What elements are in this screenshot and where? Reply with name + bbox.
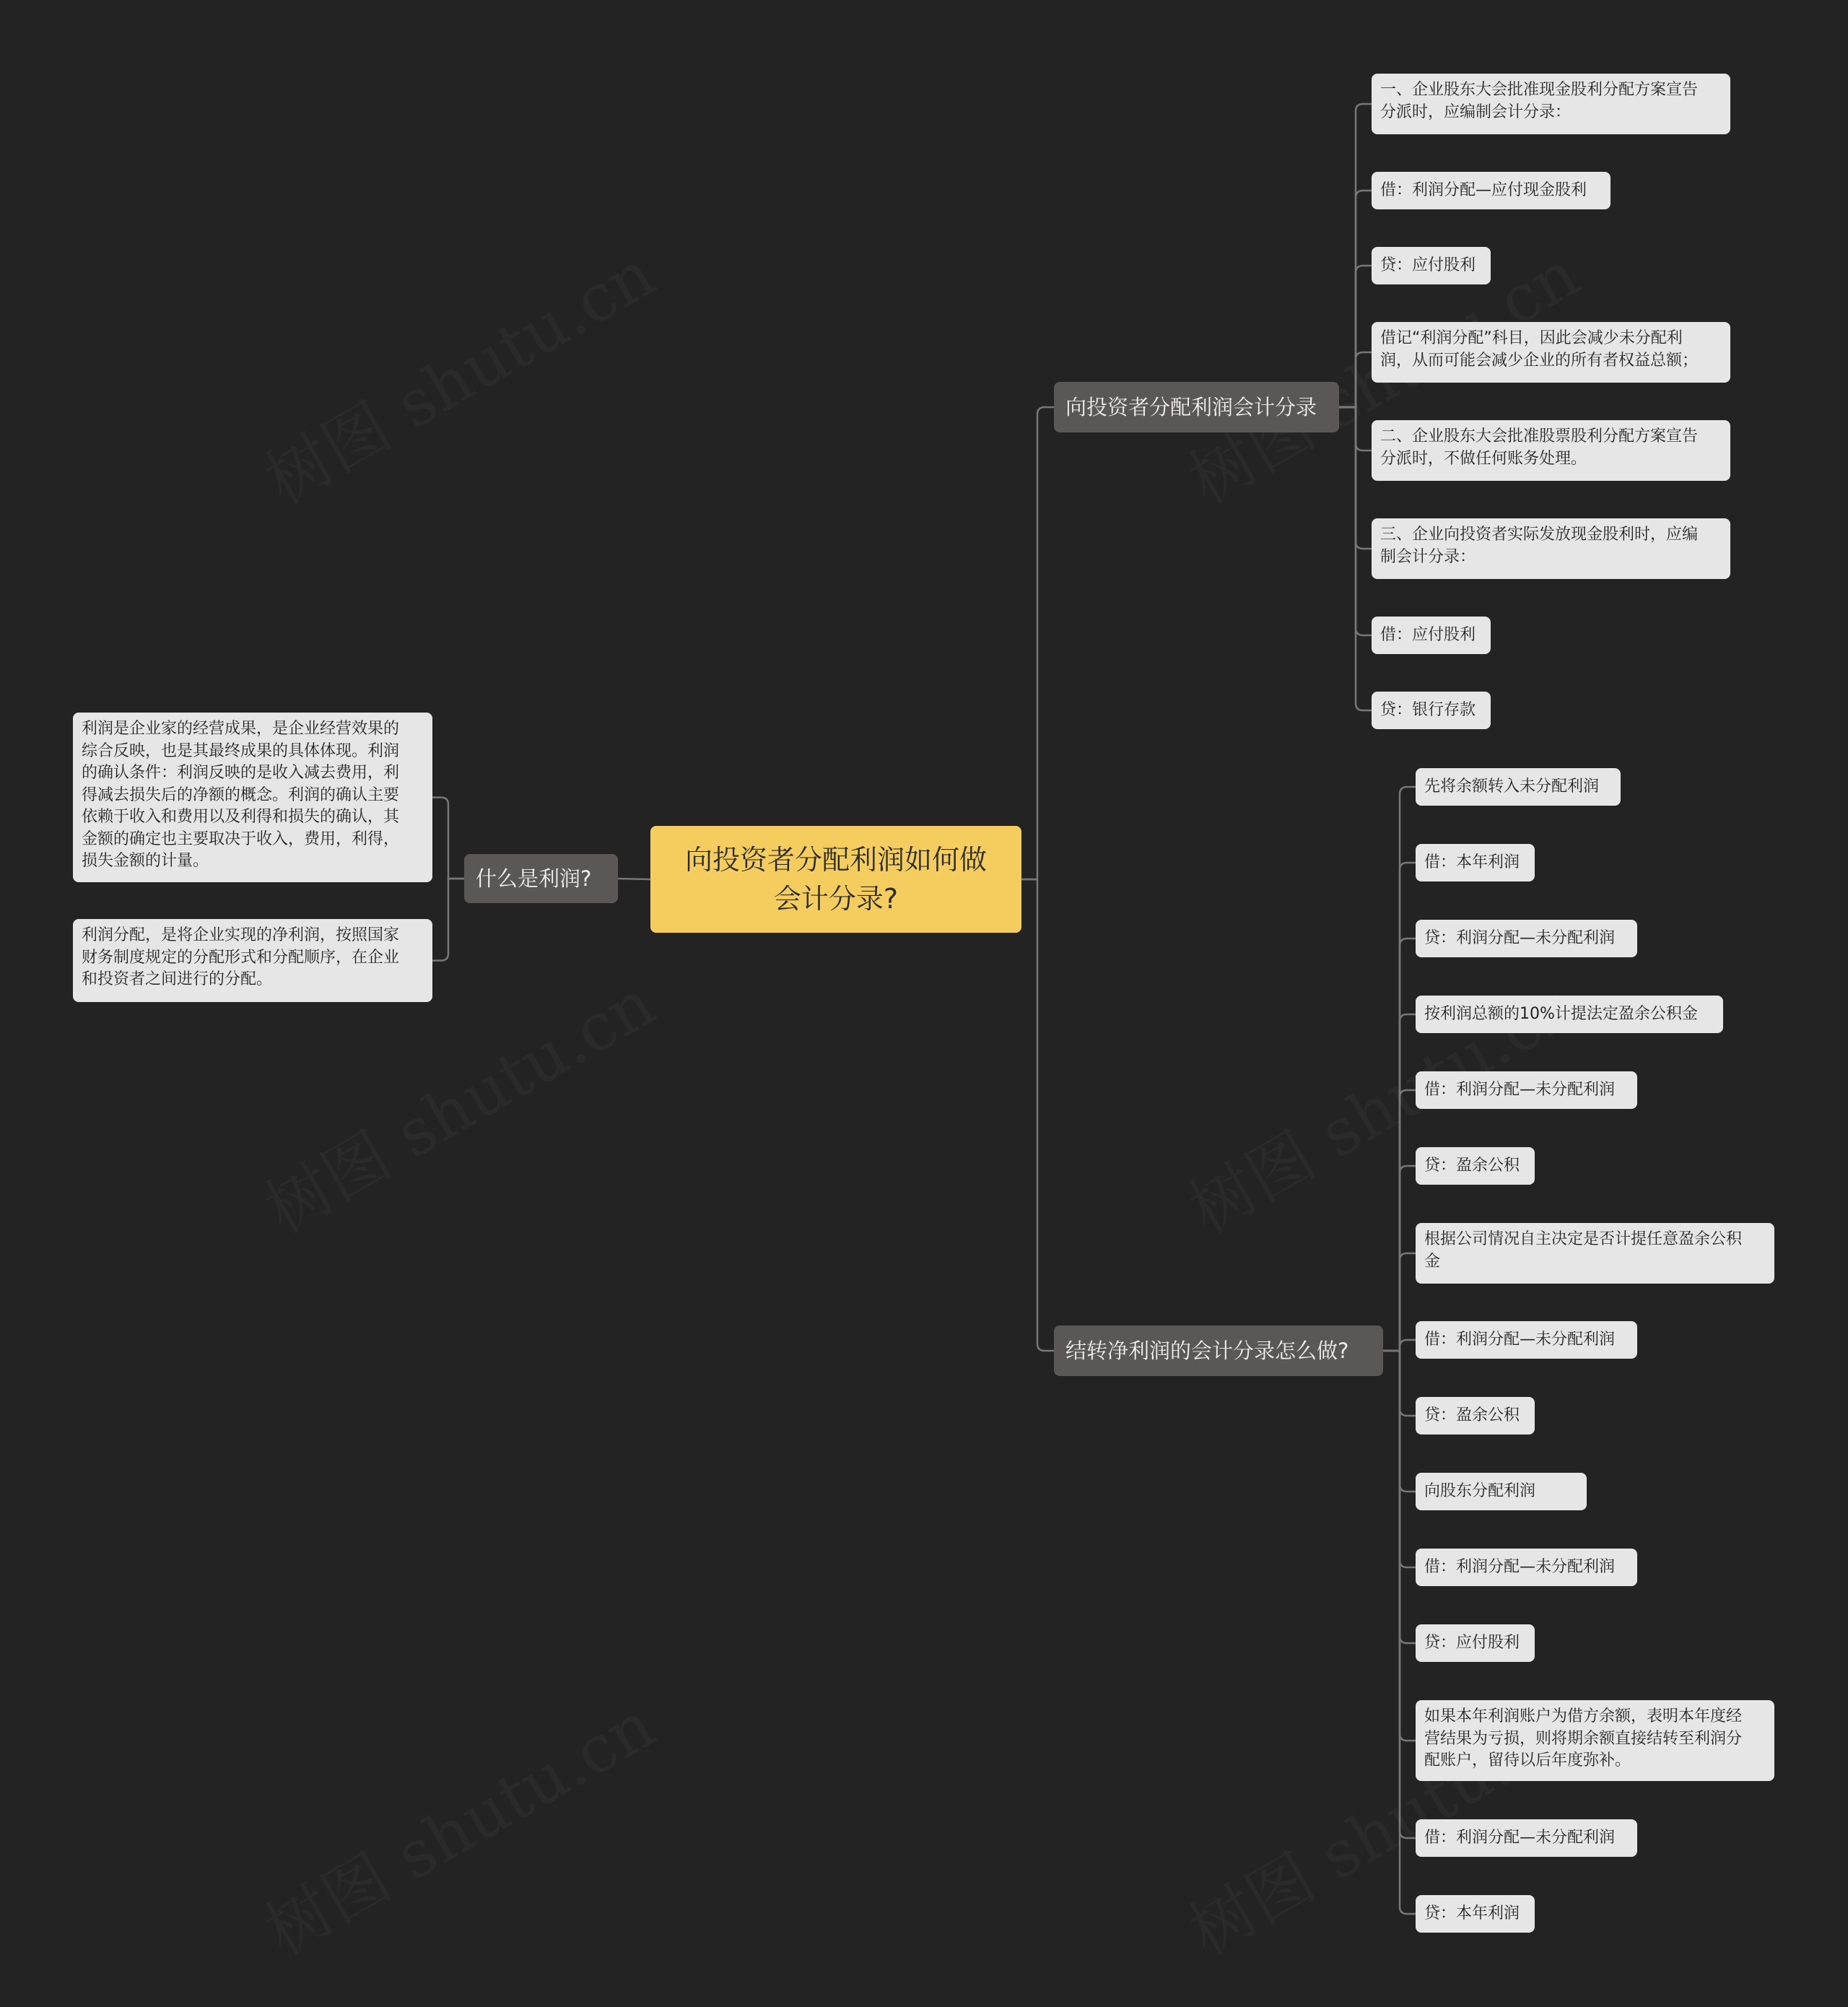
leaf-b2-10[interactable]: 向股东分配利润: [1416, 1473, 1587, 1510]
connector-leaf-b2-15: [1383, 1351, 1416, 1914]
leaf-b2-12[interactable]: 贷：应付股利: [1416, 1624, 1535, 1662]
connector-branch-net-profit-transfer: [1021, 879, 1054, 1351]
leaf-b2-5[interactable]: 借：利润分配—未分配利润: [1416, 1071, 1637, 1109]
leaf-b1-6[interactable]: 三、企业向投资者实际发放现金股利时，应编 制会计分录：: [1372, 518, 1730, 579]
leaf-profit-definition[interactable]: 利润是企业家的经营成果，是企业经营效果的 综合反映，也是其最终成果的具体体现。利润 的确认条件：利润反映的是收入减去费用，利 得减去损失后的净额的概念。利润的确认主要 依赖于收入和费用以及利得和损失的确认，其 金额的确定也主要取决于收入，费用，利得， 损失金额的计量。: [73, 713, 432, 882]
connector-leaf-profit-definition: [432, 798, 464, 879]
leaf-b2-8[interactable]: 借：利润分配—未分配利润: [1416, 1321, 1637, 1359]
leaf-b2-15[interactable]: 贷：本年利润: [1416, 1895, 1535, 1933]
leaf-b2-6[interactable]: 贷：盈余公积: [1416, 1147, 1535, 1185]
root-topic[interactable]: 向投资者分配利润如何做 会计分录?: [650, 826, 1021, 933]
leaf-b2-1[interactable]: 先将余额转入未分配利润: [1416, 768, 1621, 806]
leaf-b2-11[interactable]: 借：利润分配—未分配利润: [1416, 1549, 1637, 1586]
connector-leaf-b2-7: [1383, 1253, 1416, 1351]
leaf-profit-distribution-definition[interactable]: 利润分配，是将企业实现的净利润，按照国家 财务制度规定的分配形式和分配顺序，在企业 和投资者之间进行的分配。: [73, 919, 432, 1002]
leaf-b2-4[interactable]: 按利润总额的10%计提法定盈余公积金: [1416, 996, 1723, 1033]
connector-branch-investor-distribution: [1021, 407, 1054, 879]
leaf-b2-13[interactable]: 如果本年利润账户为借方余额，表明本年度经 营结果为亏损，则将期余额直接结转至利润分 配账户，留待以后年度弥补。: [1416, 1700, 1774, 1781]
leaf-b1-2[interactable]: 借：利润分配—应付现金股利: [1372, 172, 1611, 209]
leaf-b1-8[interactable]: 贷：银行存款: [1372, 692, 1491, 729]
leaf-b1-3[interactable]: 贷：应付股利: [1372, 247, 1491, 284]
leaf-b2-3[interactable]: 贷：利润分配—未分配利润: [1416, 920, 1637, 957]
connector-leaf-b1-8: [1339, 407, 1372, 710]
leaf-b1-1[interactable]: 一、企业股东大会批准现金股利分配方案宣告 分派时，应编制会计分录：: [1372, 74, 1730, 134]
leaf-b1-4[interactable]: 借记“利润分配”科目，因此会减少未分配利 润，从而可能会减少企业的所有者权益总额；: [1372, 322, 1730, 383]
leaf-b2-9[interactable]: 贷：盈余公积: [1416, 1397, 1535, 1434]
connector-leaf-b1-4: [1339, 352, 1372, 407]
leaf-b2-2[interactable]: 借：本年利润: [1416, 844, 1535, 881]
leaf-b1-5[interactable]: 二、企业股东大会批准股票股利分配方案宣告 分派时，不做任何账务处理。: [1372, 420, 1730, 481]
leaf-b1-7[interactable]: 借：应付股利: [1372, 617, 1491, 654]
branch-what-is-profit[interactable]: 什么是利润?: [464, 854, 618, 903]
leaf-b2-14[interactable]: 借：利润分配—未分配利润: [1416, 1819, 1637, 1857]
connector-leaf-profit-distribution-definition: [432, 879, 464, 961]
branch-net-profit-transfer[interactable]: 结转净利润的会计分录怎么做?: [1054, 1325, 1383, 1376]
branch-investor-distribution[interactable]: 向投资者分配利润会计分录: [1054, 382, 1339, 432]
leaf-b2-7[interactable]: 根据公司情况自主决定是否计提任意盈余公积 金: [1416, 1223, 1774, 1284]
